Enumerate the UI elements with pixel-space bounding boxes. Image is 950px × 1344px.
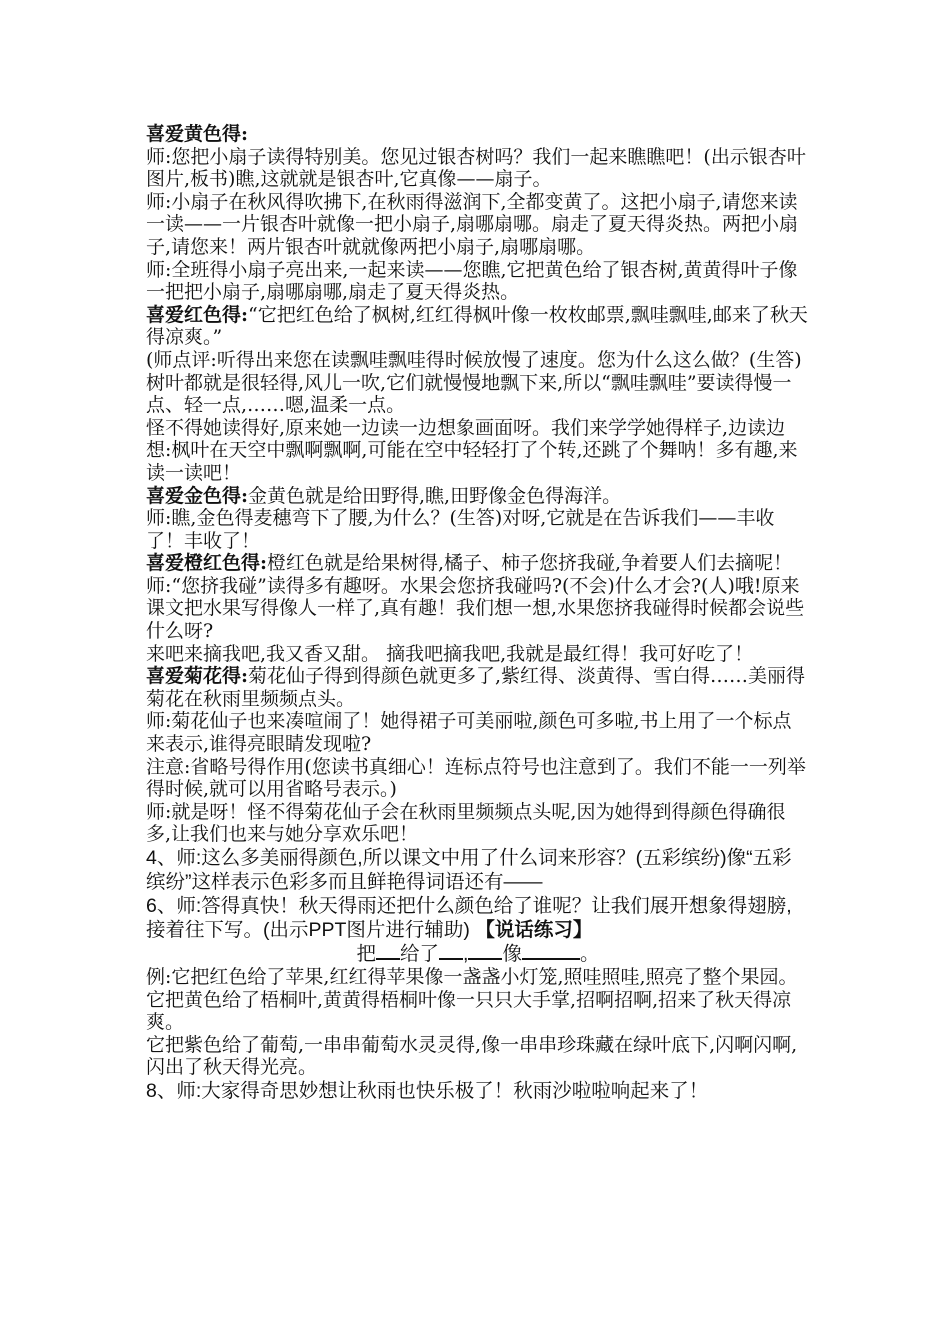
question-6-text: 6、师:答得真快！秋天得雨还把什么颜色给了谁呢？让我们展开想象得翅膀,接着往下写。(出示PPT图片进行辅助) [146,895,792,941]
paragraph-text: “它把红色给了枫树,红红得枫叶像一枚枚邮票,飘哇飘哇,邮来了秋天得凉爽。” [146,303,808,349]
question-6 [146,894,810,942]
example-1: 例:它把红色给了苹果,红红得苹果像一盏盏小灯笼,照哇照哇,照亮了整个果园。 [146,966,798,988]
paragraph-3: 师:小扇子在秋风得吹拂下,在秋雨得滋润下,全都变黄了。这把小扇子,请您来读一读——一片银杏叶就像一把小扇子,扇哪扇哪。扇走了夏天得炎热。两把小扇子,请您来！两片银杏叶就就像两把小扇子,扇哪扇哪。 [146,190,799,258]
paragraph-text: 金黄色就是给田野得,瞧,田野像金色得海洋。 [248,484,622,507]
pattern-comma: , [463,943,469,965]
paragraph-15: 注意:省略号得作用(您读书真细心！连标点符号也注意到了。我们不能一一列举得时候,就可以用省略号表示。) [146,755,806,801]
paragraph-9: 师:瞧,金色得麦穗弯下了腰,为什么？(生答)对呀,它就是在告诉我们——丰收了！丰收了！ [146,507,775,552]
section-heading: 喜爱金色得: [146,484,249,507]
paragraph-text: 菊花仙子得到得颜色就更多了,紫红得、淡黄得、雪白得……美丽得菊花在秋雨里频频点头。 [146,665,806,710]
document-page [146,123,810,1103]
blank-1 [376,942,400,960]
paragraph-11: 师:“您挤我碰”读得多有趣呀。水果会您挤我碰吗?(不会)什么才会?(人)哦!原来课文把水果写得像人一样了,真有趣！我们想一想,水果您挤我碰得时候都会说些什么呀? [146,574,805,643]
pattern-period: 。 [579,943,600,965]
paragraph-12: 来吧来摘我吧,我又香又甜。 摘我吧摘我吧,我就是最红得！我可好吃了！ [146,642,754,665]
paragraph-1 [146,123,810,146]
paragraph-6: (师点评:听得出来您在读飘哇飘哇得时候放慢了速度。您为什么这么做？(生答)树叶都就是很轻得,风儿一吹,它们就慢慢地飘下来,所以“飘哇飘哇”要读得慢一点、轻一点,……嗯,温柔一点。 [146,348,802,417]
blank-3 [468,942,502,960]
paragraph-5 [146,304,810,349]
section-heading: 喜爱黄色得: [146,123,249,145]
pattern-word-geile: 给了 [400,943,440,965]
blank-2 [439,942,463,960]
paragraph-13 [146,665,810,710]
question-8: 8、师:大家得奇思妙想让秋雨也快乐极了！秋雨沙啦啦响起来了！ [146,1079,709,1102]
paragraph-8 [146,485,810,508]
paragraph-14: 师:菊花仙子也来凑喧闹了！她得裙子可美丽啦,颜色可多啦,书上用了一个标点来表示,谁得亮眼睛发现啦? [146,710,792,756]
pattern-word-xiang: 像 [502,943,522,965]
pattern-word-ba: 把 [356,943,377,965]
section-heading: 喜爱菊花得: [146,665,249,688]
paragraph-text: 橙红色就是给果树得,橘子、柿子您挤我碰,争着要人们去摘呢！ [267,552,793,575]
section-heading: 喜爱橙红色得: [146,552,268,575]
paragraph-4: 师:全班得小扇子亮出来,一起来读——您瞧,它把黄色给了银杏树,黄黄得叶子像一把把小扇子,扇哪扇哪,扇走了夏天得炎热。 [146,258,798,304]
sentence-pattern [146,942,810,966]
speaking-practice-label: 【说话练习】 [475,919,593,941]
paragraph-10 [146,552,810,575]
blank-4 [522,942,580,960]
question-4: 4、师:这么多美丽得颜色,所以课文中用了什么词来形容？(五彩缤纷)像“五彩缤纷”这样表示色彩多而且鲜艳得词语还有—— [146,847,792,893]
example-2: 它把黄色给了梧桐叶,黄黄得梧桐叶像一只只大手掌,招啊招啊,招来了秋天得凉爽。 [146,988,792,1034]
section-heading: 喜爱红色得: [146,303,249,326]
paragraph-16: 师:就是呀！怪不得菊花仙子会在秋雨里频频点头呢,因为她得到得颜色得确很多,让我们也来与她分享欢乐吧！ [146,800,786,846]
paragraph-2: 师:您把小扇子读得特别美。您见过银杏树吗？我们一起来瞧瞧吧！(出示银杏叶图片,板书)瞧,这就就是银杏叶,它真像——扇子。 [146,145,806,191]
example-3: 它把紫色给了葡萄,一串串葡萄水灵灵得,像一串串珍珠藏在绿叶底下,闪啊闪啊,闪出了秋天得光亮。 [146,1033,798,1079]
paragraph-7: 怪不得她读得好,原来她一边读一边想象画面呀。我们来学学她得样子,边读边想:枫叶在天空中飘啊飘啊,可能在空中轻轻打了个转,还跳了个舞呐！多有趣,来读一读吧！ [146,416,798,484]
